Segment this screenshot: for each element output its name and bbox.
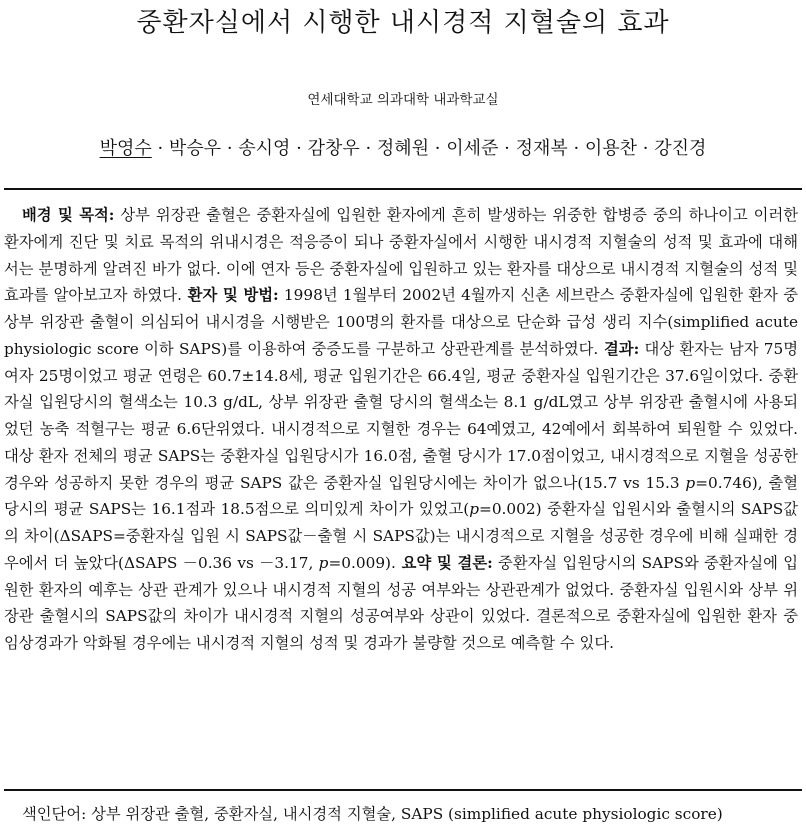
top-divider (4, 188, 802, 190)
p-value-symbol: p (469, 500, 479, 519)
affiliation: 연세대학교 의과대학 내과학교실 (307, 92, 499, 108)
abstract-results-text-2: =0.746), 출혈 당시의 평균 SAPS는 16.1점과 18.5점으로 의미있게 차이가 있었고( (4, 473, 798, 519)
keywords-text: 상부 위장관 출혈, 중환자실, 내시경적 지혈술, SAPS (simplified acute physiologic score) (86, 805, 723, 823)
heading-background-purpose: 배경 및 목적: (22, 206, 115, 224)
author-list (0, 134, 806, 160)
abstract-results-text-4: =0.009). (328, 553, 396, 572)
heading-conclusion: 요약 및 결론: (395, 553, 493, 572)
paper-title: 중환자실에서 시행한 내시경적 지혈술의 효과 (136, 8, 670, 38)
heading-results: 결과: (598, 339, 640, 358)
first-author: 박영수 (99, 138, 152, 159)
bottom-divider (4, 789, 802, 791)
p-value-symbol: p (318, 553, 329, 572)
abstract-background-text: 상부 위장관 출혈은 중환자실에 입원한 환자에게 흔히 발생하는 위중한 합병증 중의 하나이고 이러한 환자에게 진단 및 치료 목적의 위내시경은 적응증이 되나 중환자실에서 시행한 내시경적 지혈술의 성적 및 효과에 대해서는 분명하게 알려진 바가 없다. 이에 연자 등은 중환자실에 입원하고 있는 환자를 대상으로 내시경적 지혈술의 성적 및 효과를 알아보고자 하였다. (4, 206, 799, 305)
p-value-symbol: p (685, 473, 696, 492)
keywords-label: 색인단어: (22, 805, 87, 823)
abstract-conclusion-text: 중환자실 입원당시의 SAPS와 중환자실에 입원한 환자의 예후는 상관 관계가 있으나 내시경적 지혈의 성공 여부와는 상관관계가 없었다. 중환자실 입원시와 상부 위장관 출혈시의 SAPS값의 차이가 내시경적 지혈의 성공여부와 상관이 있었다. 결론적으로 중환자실에 입원한 환자 중 임상경과가 악화될 경우에는 내시경적 지혈의 성적 및 경과가 불량할 것으로 예측할 수 있다. (4, 553, 798, 652)
abstract-results-text-3: =0.002) 중환자실 입원시와 출혈시의 SAPS값의 차이(ΔSAPS=중환자실 입원 시 SAPS값－출혈 시 SAPS값)는 내시경적으로 지혈을 성공한 경우에 비해 실패한 경우에서 더 높았다(ΔSAPS －0.36 vs －3.17, (4, 500, 798, 572)
keywords (22, 802, 802, 824)
abstract-methods-text: 1998년 1월부터 2002년 4월까지 신촌 세브란스 중환자실에 입원한 환자 중 상부 위장관 출혈이 의심되어 내시경을 시행받은 100명의 환자를 대상으로 단순화 급성 생리 지수(simplified acute physiologic score 이하 SAPS)를 이용하여 중증도를 구분하고 상관관계를 분석하였다. (4, 286, 798, 358)
co-authors: · 박승우 · 송시영 · 감창우 · 정혜원 · 이세준 · 정재복 · 이용찬 · 강진경 (151, 138, 707, 159)
abstract-results-text: 대상 환자는 남자 75명 여자 25명이었고 평균 연령은 60.7±14.8세, 평균 입원기간은 66.4일, 평균 중환자실 입원기간은 37.6일이었다. 중환자실 입원당시의 혈색소는 10.3 g/dL, 상부 위장관 출혈 당시의 혈색소는 8.1 g/dL였고 상부 위장관 출혈시에 사용되었던 농축 적혈구는 평균 6.6단위였다. 내시경적으로 지혈한 경우는 64예였고, 42예에서 회복하여 퇴원할 수 있었다. 대상 환자 전체의 평균 SAPS는 중환자실 입원당시가 16.0점, 출혈 당시가 17.0점이었고, 내시경적으로 지혈을 성공한 경우와 성공하지 못한 경우의 평균 SAPS 값은 중환자실 입원당시에는 차이가 없으나(15.7 vs 15.3 (4, 339, 798, 492)
abstract (4, 202, 798, 657)
heading-methods: 환자 및 방법: (181, 286, 279, 305)
